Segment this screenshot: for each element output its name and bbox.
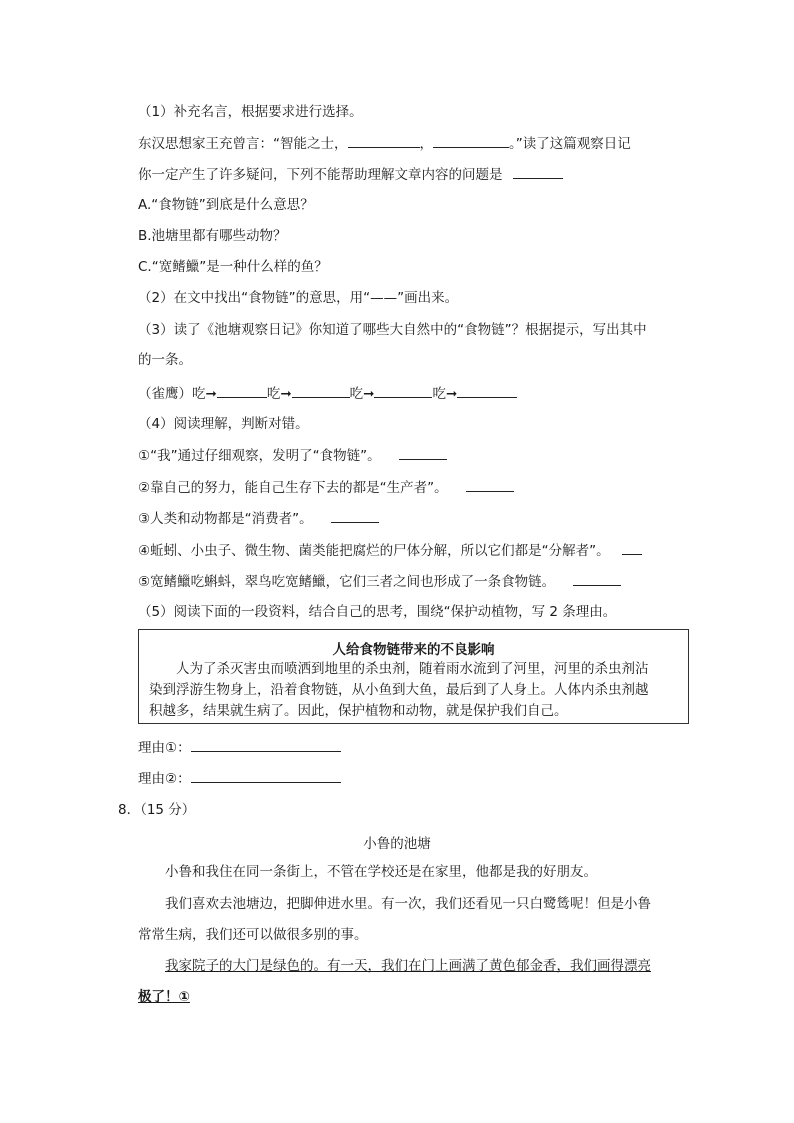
q3-line2: 的一条。 [138, 352, 192, 368]
q4-item-text: ②靠自己的努力，能自己生存下去的都是“生产者”。 [138, 480, 448, 496]
answer-blank[interactable] [191, 737, 341, 752]
q1-question-text: 你一定产生了许多疑问，下列不能帮助理解文章内容的问题是 [138, 167, 503, 183]
box-line: 染到浮游生物身上，沿着食物链，从小鱼到大鱼，最后到了人身上。人体内杀虫剂越 [149, 682, 649, 698]
answer-blank[interactable] [331, 508, 379, 523]
story-paragraph: 小鲁和我住在同一条街上，不管在学校还是在家里，他都是我的好朋友。 [165, 864, 597, 880]
story-title: 小鲁的池塘 [363, 836, 431, 852]
answer-blank[interactable] [622, 540, 642, 555]
q5-title: （5）阅读下面的一段资料，结合自己的思考，围绕“保护动植物，写 2 条理由。 [138, 604, 617, 620]
answer-blank[interactable] [217, 383, 267, 398]
q1-question-line [138, 164, 563, 185]
arrow-icon: ➞ [280, 386, 292, 402]
q1-quote-line [138, 133, 631, 154]
answer-blank[interactable] [191, 768, 341, 783]
reason-2-label: 理由②： [138, 771, 191, 787]
arrow-icon: ➞ [205, 386, 217, 402]
story-paragraph-cont: 常常生病，我们还可以做很多别的事。 [138, 927, 368, 943]
arrow-icon: ➞ [363, 386, 375, 402]
q4-item-text: ③人类和动物都是“消费者”。 [138, 511, 313, 527]
q4-item [138, 477, 514, 498]
q1-quote-sep: ， [419, 136, 433, 152]
box-title: 人给食物链带来的不良影响 [332, 642, 495, 658]
answer-blank[interactable] [466, 477, 514, 492]
q8-header: 8．（15 分） [118, 802, 196, 818]
reading-material-box [138, 629, 689, 724]
chain-eat: 吃 [432, 386, 446, 402]
q4-item [138, 508, 379, 529]
chain-eat: 吃 [266, 386, 281, 402]
story-paragraph: 我们喜欢去池塘边，把脚伸进水里。有一次，我们还看见一只白鹭鸶呢！但是小鲁 [165, 896, 651, 912]
q4-item-text: ①“我”通过仔细观察，发明了“食物链”。 [138, 448, 381, 464]
answer-blank[interactable] [457, 383, 517, 398]
arrow-icon: ➞ [445, 386, 458, 402]
q4-item [138, 445, 447, 466]
answer-blank[interactable] [292, 383, 350, 398]
story-underlined-sentence-cont: 极了！① [138, 989, 190, 1005]
q4-item [138, 571, 621, 592]
chain-start: （雀鹰）吃 [138, 386, 206, 402]
q4-title: （4）阅读理解，判断对错。 [138, 416, 309, 432]
q4-item-text: ⑤宽鳍鱲吃蝌蚪，翠鸟吃宽鳍鱲，它们三者之间也形成了一条食物链。 [138, 574, 556, 590]
q1-quote-suffix: 。”读了这篇观察日记 [509, 136, 631, 152]
reason-1-label: 理由①： [138, 740, 191, 756]
story-underlined-sentence: 我家院子的大门是绿色的。有一天，我们在门上画满了黄色郁金香，我们画得漂亮 [165, 958, 651, 974]
q1-title: （1）补充名言，根据要求进行选择。 [138, 104, 363, 120]
answer-blank[interactable] [374, 383, 432, 398]
box-line: 人为了杀灭害虫而喷洒到地里的杀虫剂，随着雨水流到了河里，河里的杀虫剂沾 [176, 661, 649, 677]
box-line: 积越多，结果就生病了。因此，保护植物和动物，就是保护我们自己。 [149, 703, 568, 719]
q1-quote-prefix: 东汉思想家王充曾言：“智能之士， [138, 136, 348, 152]
q4-item-text: ④蚯蚓、小虫子、微生物、菌类能把腐烂的尸体分解，所以它们都是“分解者”。 [138, 543, 610, 559]
q1-option-a: A.“食物链”到底是什么意思？ [138, 197, 314, 213]
q4-item [138, 540, 642, 561]
answer-blank[interactable] [348, 133, 420, 148]
q3-line1: （3）读了《池塘观察日记》你知道了哪些大自然中的“食物链”？根据提示，写出其中 [138, 322, 647, 338]
answer-blank[interactable] [433, 133, 509, 148]
reason-1 [138, 737, 341, 758]
q3-food-chain [138, 383, 517, 404]
chain-eat: 吃 [349, 386, 364, 402]
answer-blank[interactable] [513, 164, 563, 179]
reason-2 [138, 768, 341, 789]
answer-blank[interactable] [573, 571, 621, 586]
answer-blank[interactable] [399, 445, 447, 460]
q2-text: （2）在文中找出“食物链”的意思，用“——”画出来。 [138, 290, 459, 306]
q1-option-b: B.池塘里都有哪些动物？ [138, 228, 287, 244]
q1-option-c: C.“宽鳍鱲”是一种什么样的鱼？ [138, 259, 328, 275]
